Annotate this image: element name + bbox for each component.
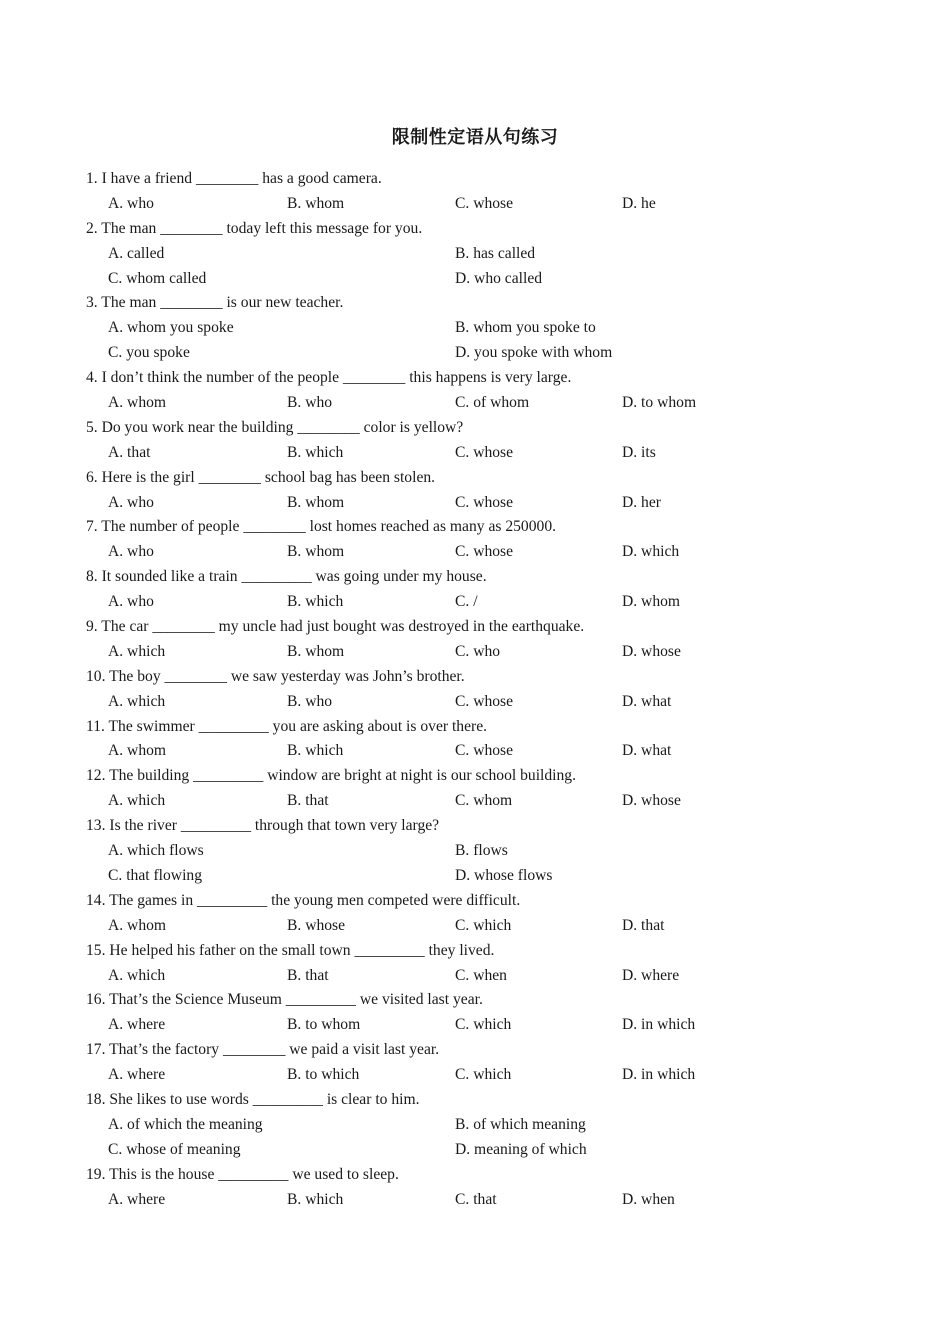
answer-option: A. where bbox=[108, 1190, 166, 1208]
option-row bbox=[86, 640, 886, 665]
option-row bbox=[86, 839, 886, 864]
answer-option: B. whom bbox=[287, 194, 345, 212]
question-stem: 13. Is the river _________ through that town very large? bbox=[86, 817, 440, 835]
question-stem: 6. Here is the girl ________ school bag has been stolen. bbox=[86, 468, 436, 486]
option-row bbox=[86, 1138, 886, 1163]
answer-option: B. that bbox=[287, 966, 329, 984]
option-row bbox=[86, 789, 886, 814]
answer-option: A. whom bbox=[108, 742, 167, 760]
answer-option: D. whom bbox=[622, 593, 681, 611]
question-stem: 15. He helped his father on the small town _________ they lived. bbox=[86, 941, 495, 959]
option-row bbox=[86, 1113, 886, 1138]
answer-option: D. who called bbox=[455, 269, 543, 287]
answer-option: A. who bbox=[108, 194, 154, 212]
question-stem: 7. The number of people ________ lost homes reached as many as 250000. bbox=[86, 518, 557, 536]
question-stem: 12. The building _________ window are bright at night is our school building. bbox=[86, 767, 577, 785]
answer-option: C. which bbox=[455, 1066, 512, 1084]
answer-option: D. whose flows bbox=[455, 866, 553, 884]
answer-option: A. which bbox=[108, 692, 166, 710]
option-row bbox=[86, 964, 886, 989]
question-stem: 1. I have a friend ________ has a good camera. bbox=[86, 170, 382, 187]
option-row bbox=[86, 1063, 886, 1088]
answer-option: B. whom bbox=[287, 493, 345, 511]
question-stem: 9. The car ________ my uncle had just bought was destroyed in the earthquake. bbox=[86, 618, 585, 636]
answer-option: B. whom bbox=[287, 642, 345, 660]
question-stem: 11. The swimmer _________ you are asking about is over there. bbox=[86, 717, 488, 735]
answer-option: B. who bbox=[287, 692, 333, 710]
answer-option: B. has called bbox=[455, 244, 536, 262]
question-list bbox=[86, 167, 886, 1212]
answer-option: D. which bbox=[622, 543, 680, 561]
answer-option: D. to whom bbox=[622, 394, 697, 412]
option-row bbox=[86, 341, 886, 366]
answer-option: A. of which the meaning bbox=[108, 1115, 263, 1133]
answer-option: A. whom bbox=[108, 394, 167, 412]
answer-option: B. whom bbox=[287, 543, 345, 561]
option-row bbox=[86, 914, 886, 939]
question-stem: 3. The man ________ is our new teacher. bbox=[86, 294, 344, 312]
answer-option: A. where bbox=[108, 1016, 166, 1034]
answer-option: B. who bbox=[287, 394, 333, 412]
answer-option: D. its bbox=[622, 443, 656, 461]
option-row bbox=[86, 491, 886, 516]
answer-option: C. who bbox=[455, 642, 501, 660]
answer-option: D. what bbox=[622, 742, 672, 760]
answer-option: B. which bbox=[287, 443, 344, 461]
answer-option: A. who bbox=[108, 543, 154, 561]
option-row bbox=[86, 242, 886, 267]
question-stem: 18. She likes to use words _________ is clear to him. bbox=[86, 1090, 420, 1108]
answer-option: A. which bbox=[108, 642, 166, 660]
answer-option: C. that bbox=[455, 1190, 497, 1208]
option-row bbox=[86, 1013, 886, 1038]
answer-option: C. whom bbox=[455, 792, 513, 810]
answer-option: D. whose bbox=[622, 642, 681, 660]
answer-option: A. where bbox=[108, 1066, 166, 1084]
option-row bbox=[86, 1188, 886, 1213]
answer-option: B. whose bbox=[287, 916, 346, 934]
answer-option: C. whose bbox=[455, 443, 514, 461]
question-stem: 4. I don’t think the number of the people ________ this happens is very large. bbox=[86, 369, 572, 387]
answer-option: B. which bbox=[287, 593, 344, 611]
answer-option: C. whose bbox=[455, 742, 514, 760]
question-stem: 14. The games in _________ the young men competed were difficult. bbox=[86, 891, 521, 909]
answer-option: D. in which bbox=[622, 1016, 696, 1034]
option-row bbox=[86, 540, 886, 565]
question-stem: 17. That’s the factory ________ we paid a visit last year. bbox=[86, 1041, 440, 1059]
answer-option: B. that bbox=[287, 792, 329, 810]
answer-option: A. whom bbox=[108, 916, 167, 934]
answer-option: A. called bbox=[108, 244, 165, 262]
answer-option: B. flows bbox=[455, 842, 508, 860]
answer-option: C. whose bbox=[455, 194, 514, 212]
answer-option: C. whose bbox=[455, 493, 514, 511]
question-stem: 8. It sounded like a train _________ was going under my house. bbox=[86, 568, 487, 586]
answer-option: C. whose bbox=[455, 692, 514, 710]
answer-option: C. of whom bbox=[455, 394, 530, 412]
answer-option: D. when bbox=[622, 1190, 675, 1208]
option-row bbox=[86, 864, 886, 889]
answer-option: C. when bbox=[455, 966, 507, 984]
answer-option: D. that bbox=[622, 916, 665, 934]
question-stem: 2. The man ________ today left this message for you. bbox=[86, 219, 423, 237]
answer-option: C. / bbox=[455, 593, 478, 611]
answer-option: D. you spoke with whom bbox=[455, 344, 613, 362]
answer-option: C. which bbox=[455, 916, 512, 934]
answer-option: C. you spoke bbox=[108, 344, 190, 362]
option-row bbox=[86, 441, 886, 466]
option-row bbox=[86, 690, 886, 715]
answer-option: A. who bbox=[108, 493, 154, 511]
answer-option: B. which bbox=[287, 1190, 344, 1208]
option-row bbox=[86, 391, 886, 416]
answer-option: A. which bbox=[108, 966, 166, 984]
answer-option: D. her bbox=[622, 493, 661, 511]
answer-option: B. to which bbox=[287, 1066, 360, 1084]
answer-option: D. he bbox=[622, 194, 656, 212]
option-row bbox=[86, 267, 886, 292]
answer-option: C. that flowing bbox=[108, 866, 202, 884]
answer-option: B. of which meaning bbox=[455, 1115, 586, 1133]
question-stem: 10. The boy ________ we saw yesterday was John’s brother. bbox=[86, 667, 465, 685]
answer-option: A. which flows bbox=[108, 842, 204, 860]
answer-option: B. which bbox=[287, 742, 344, 760]
option-row bbox=[86, 739, 886, 764]
answer-option: A. that bbox=[108, 443, 151, 461]
answer-option: D. in which bbox=[622, 1066, 696, 1084]
answer-option: D. meaning of which bbox=[455, 1140, 587, 1158]
option-row bbox=[86, 590, 886, 615]
page-title: 限制性定语从句练习 bbox=[391, 127, 559, 148]
answer-option: A. which bbox=[108, 792, 166, 810]
answer-option: A. whom you spoke bbox=[108, 319, 234, 337]
answer-option: D. whose bbox=[622, 792, 681, 810]
option-row bbox=[86, 316, 886, 341]
question-stem: 19. This is the house _________ we used to sleep. bbox=[86, 1165, 399, 1183]
answer-option: C. whose bbox=[455, 543, 514, 561]
answer-option: C. whom called bbox=[108, 269, 207, 287]
answer-option: A. who bbox=[108, 593, 154, 611]
answer-option: B. to whom bbox=[287, 1016, 361, 1034]
answer-option: D. what bbox=[622, 692, 672, 710]
question-stem: 5. Do you work near the building ________ color is yellow? bbox=[86, 418, 464, 436]
answer-option: D. where bbox=[622, 966, 680, 984]
answer-option: C. whose of meaning bbox=[108, 1140, 241, 1158]
option-row bbox=[86, 192, 886, 217]
answer-option: C. which bbox=[455, 1016, 512, 1034]
answer-option: B. whom you spoke to bbox=[455, 319, 596, 337]
question-stem: 16. That’s the Science Museum _________ we visited last year. bbox=[86, 991, 483, 1009]
